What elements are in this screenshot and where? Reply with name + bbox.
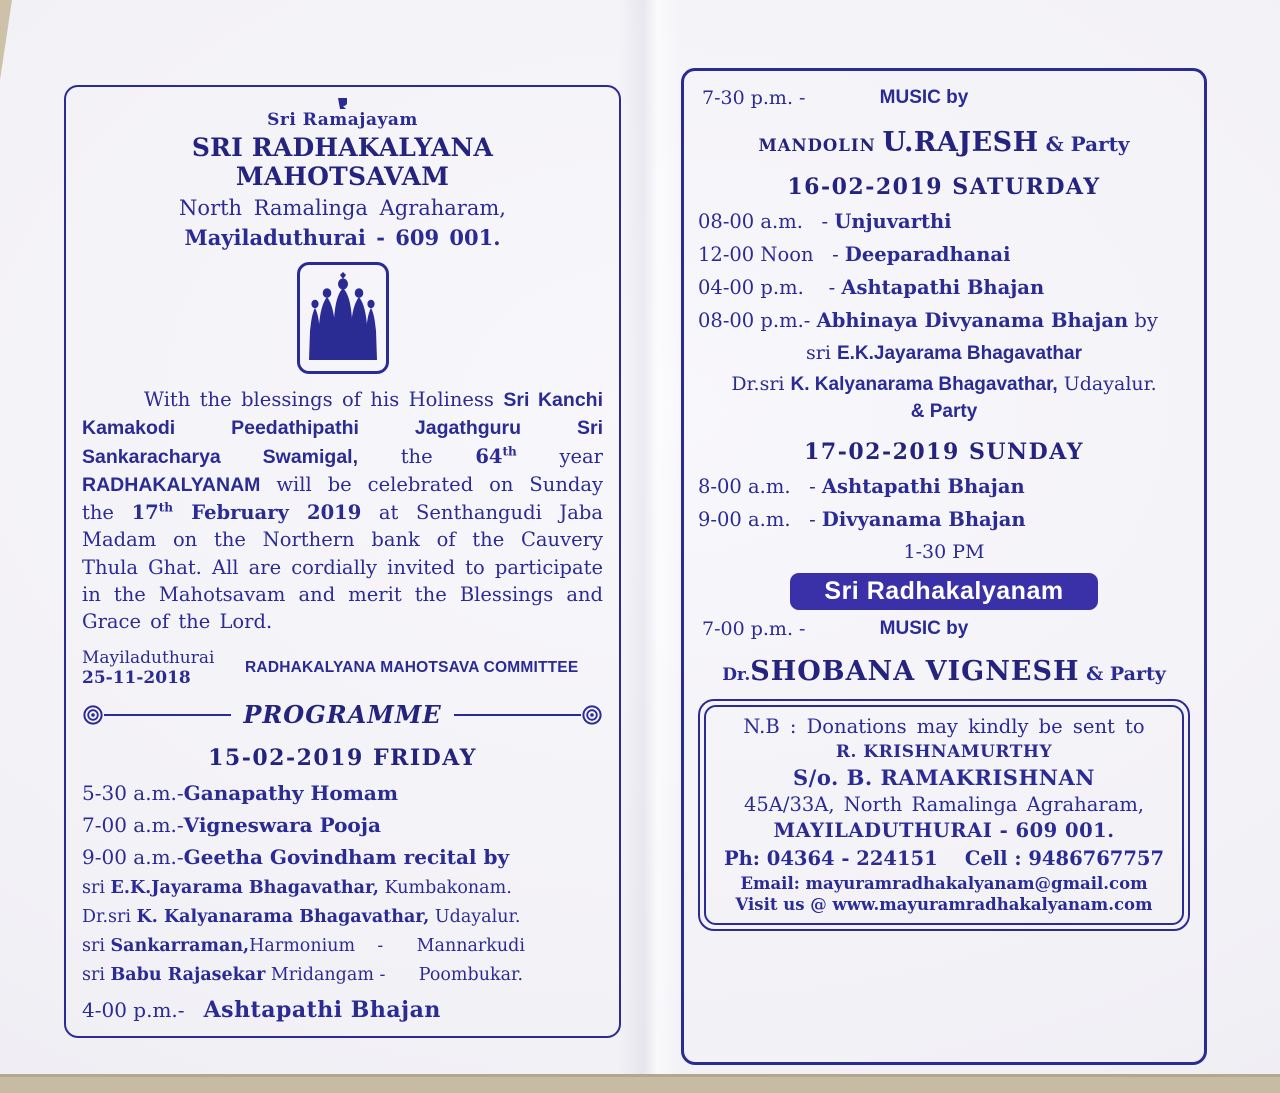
date-text: 25-11-2018 <box>82 668 191 689</box>
artist-row: sri E.K.Jayarama Bhagavathar, Kumbakonam. <box>82 878 512 899</box>
place-text: Mayiladuthurai <box>82 647 215 668</box>
page-title: SRI RADHAKALYANA MAHOTSAVAM <box>191 133 494 191</box>
schedule-row: 8-00 a.m. - Ashtapathi Bhajan <box>698 475 1025 498</box>
day2-artist-row: sri E.K.Jayarama Bhagavathar <box>806 342 1082 364</box>
pillaiyar-suzhi-icon <box>336 97 349 110</box>
performer1-line: MANDOLIN U.RAJESH & Party <box>758 127 1130 158</box>
schedule-row: 9-00 a.m.-Geetha Govindham recital by <box>82 845 510 870</box>
email-line: Email: mayuramradhakalyanam@gmail.com <box>740 874 1148 893</box>
address-line-2: Mayiladuthurai - 609 001. <box>184 225 501 250</box>
banner-wrap <box>698 573 1190 610</box>
music1-time: 7-30 p.m. - <box>702 87 806 109</box>
schedule-row: 08-00 a.m. - Unjuvarthi <box>698 210 952 233</box>
schedule-row: 12-00 Noon - Deeparadhanai <box>698 243 1011 266</box>
artist-list <box>82 878 603 985</box>
music2-time: 7-00 p.m. - <box>702 618 806 640</box>
donee-city: MAYILADUTHURAI - 609 001. <box>773 819 1115 842</box>
invocation-text: Sri Ramajayam <box>267 110 418 130</box>
schedule-row: 7-00 a.m.-Vigneswara Pooja <box>82 813 381 838</box>
programme-heading: PROGRAMME <box>243 700 442 730</box>
artist-row: sri Sankarraman,Harmonium - Mannarkudi <box>82 936 525 957</box>
schedule-row: 5-30 a.m.-Ganapathy Homam <box>82 781 399 806</box>
music2-label: MUSIC by <box>879 618 969 639</box>
music1-label: MUSIC by <box>879 87 969 108</box>
schedule-row: 9-00 a.m. - Divyanama Bhajan <box>698 508 1026 531</box>
divider-line <box>454 714 581 717</box>
committee-row <box>82 648 603 689</box>
donations-intro: N.B : Donations may kindly be sent to <box>743 715 1145 738</box>
website-line: Visit us @ www.mayuramradhakalyanam.com <box>735 895 1153 914</box>
programme-divider <box>82 700 603 729</box>
address-line-1: North Ramalinga Agraharam, <box>179 196 506 220</box>
schedule-row: 08-00 p.m.- Abhinaya Divyanama Bhajan by <box>698 309 1158 332</box>
radhakalyanam-banner: Sri Radhakalyanam <box>790 573 1097 610</box>
day2-schedule <box>698 210 1190 332</box>
afternoon-time: 1-30 PM <box>903 541 985 563</box>
performer2-line: Dr.SHOBANA VIGNESH & Party <box>722 656 1166 687</box>
bullseye-ornament-icon <box>581 704 603 726</box>
right-page <box>681 68 1207 1065</box>
day2-artist-row: Dr.sri K. Kalyanarama Bhagavathar, Udayalur. <box>731 373 1157 395</box>
invitation-paragraph: With the blessings of his Holiness Sri Kanchi Kamakodi Peedathipathi Jagathguru Sri Sankaracharya Swamigal, the 64th year RADHAKALYANAM will be celebrated on Sunday the 17th February 2019 at Senthangudi Jaba Madam on the Northern bank of the Cauvery Thula Ghat. All are cordially invited to participate in the Mahotsavam and merit the Blessings and Grace of the Lord. <box>82 388 603 634</box>
music-row-1 <box>698 87 1190 113</box>
schedule-row: 04-00 p.m. - Ashtapathi Bhajan <box>698 276 1045 299</box>
donee-relation: S/o. B. RAMAKRISHNAN <box>793 765 1095 790</box>
corner-shade <box>0 0 12 80</box>
donee-name: R. KRISHNAMURTHY <box>835 742 1053 762</box>
invocation-row <box>82 97 603 110</box>
donations-box-inner <box>704 705 1184 925</box>
radha-krishna-figures-icon <box>297 262 389 374</box>
donations-box <box>698 699 1190 931</box>
left-page <box>64 85 621 1038</box>
music-row-2 <box>698 618 1190 644</box>
phone-line: Ph: 04364 - 224151 Cell : 9486767757 <box>723 847 1165 870</box>
place-and-date <box>82 648 214 689</box>
day3-schedule <box>698 475 1190 531</box>
center-fold-shadow <box>618 0 682 1074</box>
donee-address: 45A/33A, North Ramalinga Agraharam, <box>743 793 1145 816</box>
artist-row: sri Babu Rajasekar Mridangam - Poombukar. <box>82 965 524 986</box>
committee-name: RADHAKALYANA MAHOTSAVA COMMITTEE <box>245 659 579 677</box>
day2-heading: 16-02-2019 SATURDAY <box>787 174 1101 200</box>
divider-line <box>104 714 231 717</box>
bullseye-ornament-icon <box>82 704 104 726</box>
artist-row: Dr.sri K. Kalyanarama Bhagavathar, Udayalur. <box>82 907 521 928</box>
day3-heading: 17-02-2019 SUNDAY <box>804 439 1084 465</box>
day1-evening-row: 4-00 p.m.- Ashtapathi Bhajan <box>82 997 441 1024</box>
day1-schedule <box>82 781 603 869</box>
day1-heading: 15-02-2019 FRIDAY <box>208 745 477 772</box>
day2-artist-row: & Party <box>910 401 978 422</box>
